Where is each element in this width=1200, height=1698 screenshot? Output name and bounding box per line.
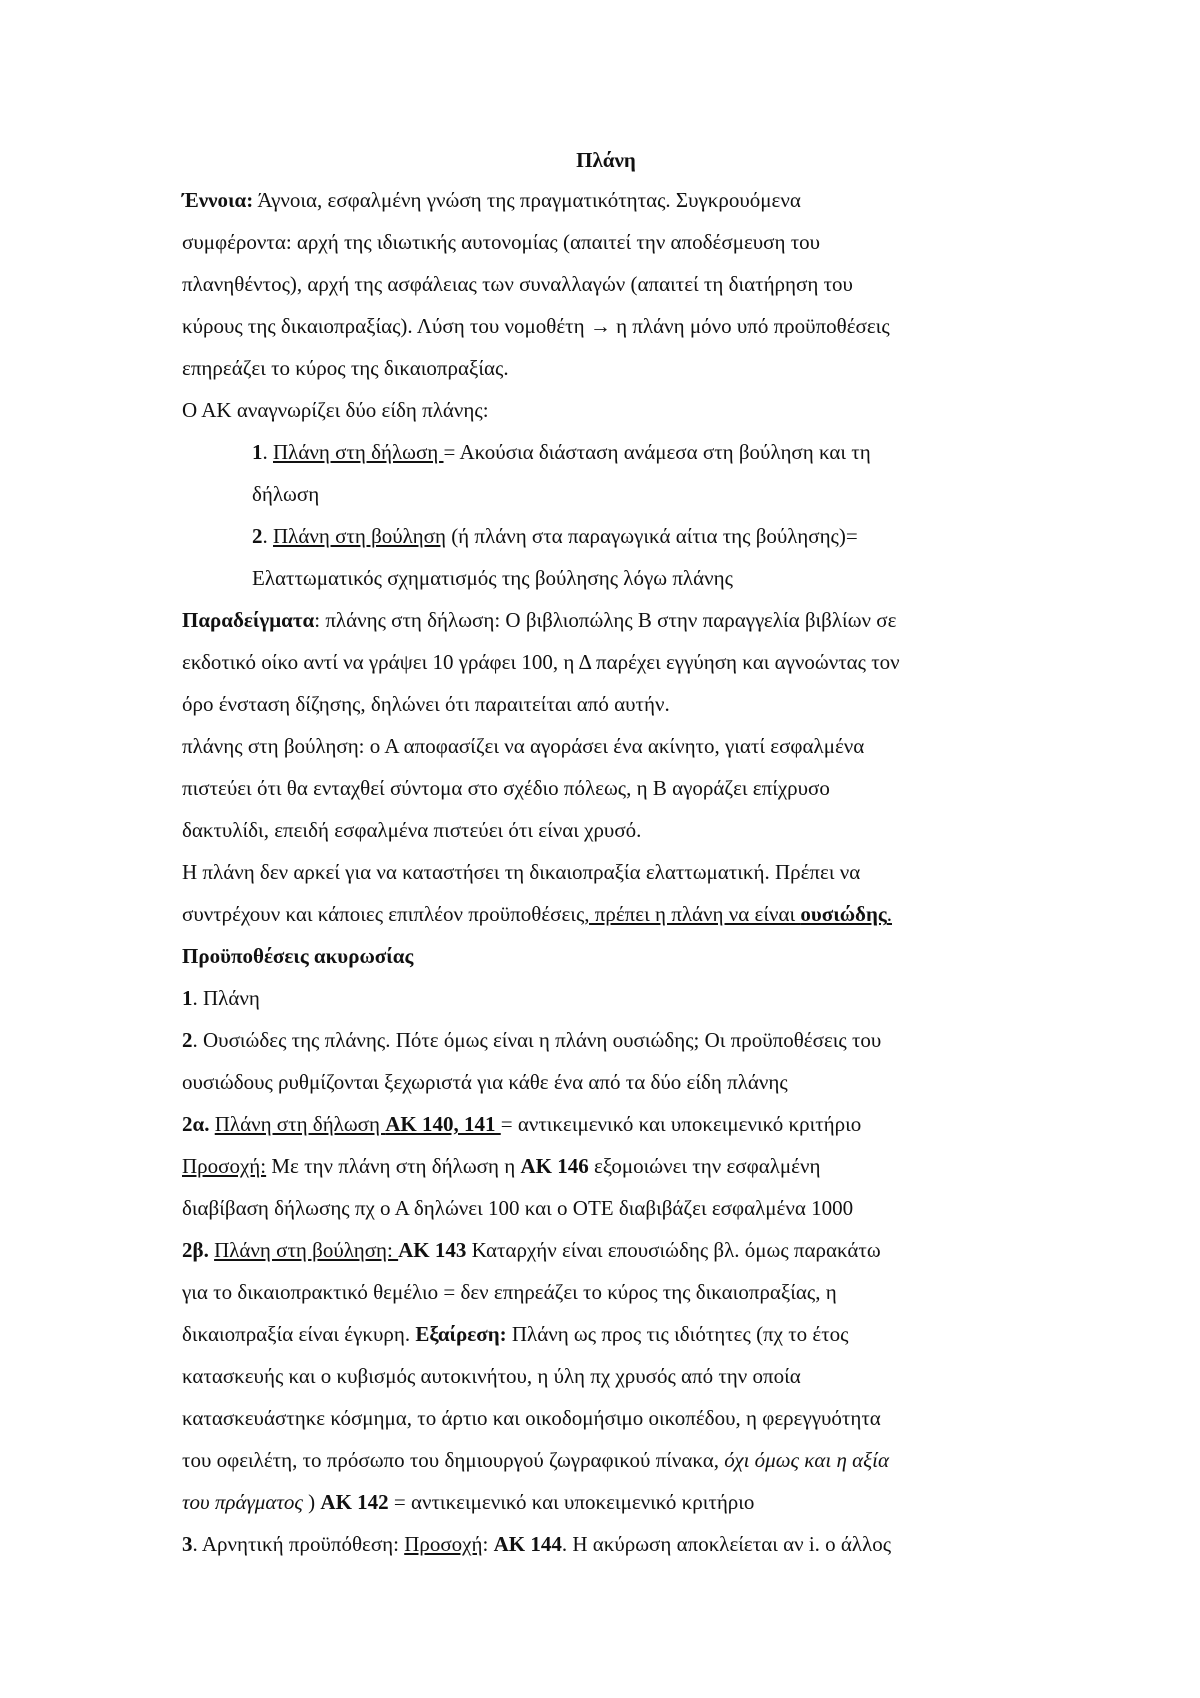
item-number: 1 [182,986,193,1010]
text-line: του οφειλέτη, το πρόσωπο του δημιουργού ζωγραφικού πίνακα, όχι όμως και η αξία [182,1448,890,1472]
text-line: διαβίβαση δήλωσης πχ ο Α δηλώνει 100 και ο ΟΤΕ διαβιβάζει εσφαλμένα 1000 [182,1196,854,1220]
document-title: Πλάνη [576,148,636,172]
item-number: 3 [182,1532,193,1556]
text-line: Προσοχή: Με την πλάνη στη δήλωση η ΑΚ 146 εξομοιώνει την εσφαλμένη [182,1154,821,1178]
italic-phrase: του πράγματος [182,1490,303,1514]
text-line: όρο ένσταση δίζησης, δηλώνει ότι παραιτείται από αυτήν. [182,692,670,716]
text-line: πιστεύει ότι θα ενταχθεί σύντομα στο σχέδιο πόλεως, η Β αγοράζει επίχρυσο [182,776,830,800]
text-line: 2α. Πλάνη στη δήλωση ΑΚ 140, 141 = αντικειμενικό και υποκειμενικό κριτήριο [182,1112,862,1136]
article-ref: ΑΚ 146 [520,1154,589,1178]
text-line: Ο ΑΚ αναγνωρίζει δύο είδη πλάνης: [182,398,489,422]
text-line: κατασκευάστηκε κόσμημα, το άρτιο και οικοδομήσιμο οικοπέδου, η φερεγγυότητα [182,1406,881,1430]
underlined-term: Προσοχή: [182,1154,267,1178]
text-line: δακτυλίδι, επειδή εσφαλμένα πιστεύει ότι είναι χρυσό. [182,818,642,842]
list-item: 2. Πλάνη στη βούληση (ή πλάνη στα παραγωγικά αίτια της βούλησης)= [252,524,858,548]
text-line: 3. Αρνητική προϋπόθεση: Προσοχή: ΑΚ 144. Η ακύρωση αποκλείεται αν i. ο άλλος [182,1532,892,1556]
text-line: δικαιοπραξία είναι έγκυρη. Εξαίρεση: Πλάνη ως προς τις ιδιότητες (πχ το έτος [182,1322,849,1346]
list-item: 1. Πλάνη στη δήλωση = Ακούσια διάσταση ανάμεσα στη βούληση και τη [252,440,871,464]
article-ref: ΑΚ 142 [320,1490,389,1514]
list-item-continuation: Ελαττωματικός σχηματισμός της βούλησης λόγω πλάνης [252,566,733,590]
emphasis-term: Εξαίρεση: [415,1322,507,1346]
item-number: 2β. [182,1238,209,1262]
underlined-phrase: , πρέπει η πλάνη να είναι ουσιώδης. [584,902,892,926]
text-line: εκδοτικό οίκο αντί να γράψει 10 γράφει 100, η Δ παρέχει εγγύηση και αγνοώντας τον [182,650,900,674]
underlined-term: Προσοχή [404,1532,483,1556]
emphasis-term: ουσιώδης [800,902,887,926]
italic-phrase: όχι όμως και η αξία [724,1448,890,1472]
text-line: Παραδείγματα: πλάνης στη δήλωση: Ο βιβλιοπώλης Β στην παραγγελία βιβλίων σε [182,608,897,632]
text-line: επηρεάζει το κύρος της δικαιοπραξίας. [182,356,509,380]
text-line: πλανηθέντος), αρχή της ασφάλειας των συναλλαγών (απαιτεί τη διατήρηση του [182,272,853,296]
article-ref: ΑΚ 143 [398,1238,467,1262]
list-item-continuation: δήλωση [252,482,320,506]
text-line: 2. Ουσιώδες της πλάνης. Πότε όμως είναι η πλάνη ουσιώδης; Οι προϋποθέσεις του [182,1028,882,1052]
section-heading: Προϋποθέσεις ακυρωσίας [182,944,414,968]
text-line: κύρους της δικαιοπραξίας). Λύση του νομοθέτη → η πλάνη μόνο υπό προϋποθέσεις [182,314,890,338]
term-label: Έννοια: [182,188,254,212]
underlined-term: Πλάνη στη βούληση [273,524,446,548]
text-line: συμφέροντα: αρχή της ιδιωτικής αυτονομίας (απαιτεί την αποδέσμευση του [182,230,821,254]
text-line: 2β. Πλάνη στη βούληση: ΑΚ 143 Καταρχήν είναι επουσιώδης βλ. όμως παρακάτω [182,1238,881,1262]
item-number: 2 [182,1028,193,1052]
article-ref: ΑΚ 140, 141 [385,1112,501,1136]
text-line: 1. Πλάνη [182,986,260,1010]
text-line: συντρέχουν και κάποιες επιπλέον προϋποθέσεις, πρέπει η πλάνη να είναι ουσιώδης. [182,902,892,926]
text-line: πλάνης στη βούληση: ο Α αποφασίζει να αγοράσει ένα ακίνητο, γιατί εσφαλμένα [182,734,865,758]
section-label: Παραδείγματα [182,608,315,632]
document-body [182,188,1042,1574]
underlined-term: Πλάνη στη δήλωση [273,440,444,464]
item-number: 2α. [182,1112,210,1136]
item-number: 1 [252,440,263,464]
text-line: κατασκευής και ο κυβισμός αυτοκινήτου, η ύλη πχ χρυσός από την οποία [182,1364,801,1388]
underlined-term: Πλάνη στη δήλωση ΑΚ 140, 141 [214,1112,501,1136]
text-line: Έννοια: Άγνοια, εσφαλμένη γνώση της πραγματικότητας. Συγκρουόμενα [182,188,801,212]
text-line: για το δικαιοπρακτικό θεμέλιο = δεν επηρεάζει το κύρος της δικαιοπραξίας, η [182,1280,837,1304]
article-ref: ΑΚ 144 [493,1532,562,1556]
text-line: Η πλάνη δεν αρκεί για να καταστήσει τη δικαιοπραξία ελαττωματική. Πρέπει να [182,860,861,884]
text-line: του πράγματος ) ΑΚ 142 = αντικειμενικό και υποκειμενικό κριτήριο [182,1490,755,1514]
item-number: 2 [252,524,263,548]
text-line: ουσιώδους ρυθμίζονται ξεχωριστά για κάθε ένα από τα δύο είδη πλάνης [182,1070,788,1094]
underlined-term: Πλάνη στη βούληση: [214,1238,399,1262]
